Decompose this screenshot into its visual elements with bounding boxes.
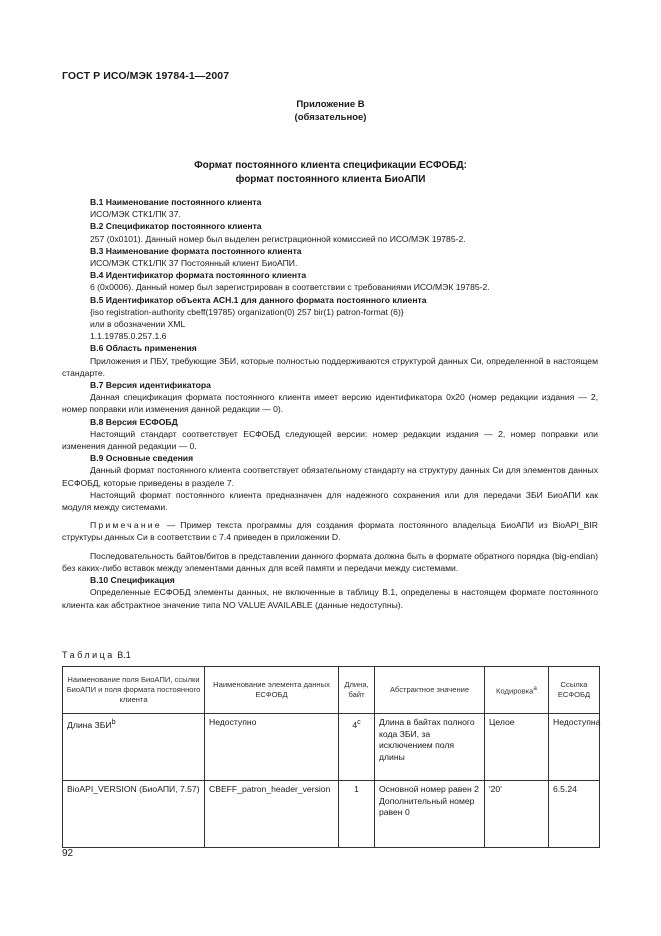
table-row (63, 781, 600, 848)
appendix-status: (обязательное) (294, 112, 367, 123)
doc-title-line2: формат постоянного клиента БиоАПИ (235, 174, 426, 185)
table-cell: CBEFF_patron_header_version (205, 781, 339, 848)
col-header-biometric-field: Наименование поля БиоАПИ, ссылки БиоАПИ и поля формата постоянного клиента (63, 667, 205, 714)
section-text-b5-xml-value: 1.1.19785.0.257.1.6 (90, 331, 167, 342)
note-text: — Пример текста программы для создания формата постоянного владельца БиоАПИ из BioAPI_BIR структуры данных Си в соответствии с 7.4 приведен в приложении D. (62, 520, 598, 543)
section-text-b5-oid: {iso registration-authority cbeff(19785) organization(0) 257 bir(1) patron-format (6)} (90, 306, 404, 317)
section-heading-b5: В.5 Идентификатор объекта АСН.1 для данного формата постоянного клиента (90, 294, 427, 305)
table-header-row (63, 667, 600, 714)
table-cell (339, 714, 375, 781)
col-header-encoding-label: Кодировка (496, 686, 534, 696)
cell-text: Основной номер равен 2 (379, 784, 479, 794)
col-header-encoding-footnote: a (533, 684, 537, 692)
table-cell: Целое (485, 714, 549, 781)
section-text-b4: 6 (0x0006). Данный номер был зарегистрирован в соответствии с требованиями ИСО/МЭК 19785-2. (90, 282, 490, 293)
section-text-b1: ИСО/МЭК СТК1/ПК 37. (90, 209, 181, 220)
section-text-b6: Приложения и ПБУ, требующие ЗБИ, которые полностью поддерживаются структурой данных Си, определенной в настоящем стандарте. (62, 355, 598, 378)
col-header-encoding (485, 667, 549, 714)
table-cell: '20' (485, 781, 549, 848)
section-heading-b7: В.7 Версия идентификатора (90, 380, 211, 391)
section-heading-b4: В.4 Идентификатор формата постоянного клиента (90, 270, 307, 281)
table-cell: 1 (339, 781, 375, 848)
section-heading-b1: В.1 Наименование постоянного клиента (90, 197, 262, 207)
section-text-b3: ИСО/МЭК СТК1/ПК 37 Постоянный клиент БиоАПИ. (90, 258, 298, 269)
table-cell: Длина в байтах полного кода ЗБИ, за исключением поля длины (375, 714, 485, 781)
section-heading-b2: В.2 Спецификатор постоянного клиента (90, 221, 262, 232)
section-text-b9-p1: Данный формат постоянного клиента соответствует обязательному стандарту на структуру данных Си для элементов данных ЕСФОБД, которые приведены в разделе 7. (62, 465, 598, 488)
col-header-cbeff-reference: Ссылка ЕСФОБД (549, 667, 600, 714)
section-heading-b8: В.8 Версия ЕСФОБД (90, 416, 178, 427)
table-cell: BioAPI_VERSION (БиоАПИ, 7.57) (63, 781, 205, 848)
table-row (63, 714, 600, 781)
table-cell (375, 781, 485, 848)
cell-footnote: c (357, 718, 361, 726)
section-text-b9-p2: Настоящий формат постоянного клиента предназначен для надежного сохранения или для передачи ЗБИ БиоАПИ как модуля между системами. (62, 489, 598, 513)
section-text-b5-xml-label: или в обозначении XML (90, 319, 186, 330)
col-header-cbeff-element: Наименование элемента данных ЕСФОБД (205, 667, 339, 714)
col-header-abstract-value: Абстрактное значение (375, 667, 485, 714)
section-heading-b10: В.10 Спецификация (90, 575, 175, 586)
section-text-b2: 257 (0x0101). Данный номер был выделен регистрационной комиссией по ИСО/МЭК 19785-2. (90, 233, 466, 244)
section-text-b10: Определенные ЕСФОБД элементы данных, не включенные в таблицу В.1, определены в настоящем формате постоянного клиента как абстрактное значение типа NO VALUE AVAILABLE (данные недоступны). (62, 587, 598, 610)
note-label: Примечание (90, 520, 162, 531)
section-heading-b3: В.3 Наименование формата постоянного клиента (90, 245, 302, 256)
cell-text: Длина ЗБИ (67, 719, 112, 730)
cell-footnote: b (111, 718, 116, 726)
table-caption (62, 650, 131, 660)
doc-title-line1: Формат постоянного клиента спецификации ЕСФОБД: (194, 160, 467, 171)
section-text-b8: Настоящий стандарт соответствует ЕСФОБД следующей версии: номер редакции издания — 2, номер поправки или изменения данной редакции — 0. (62, 428, 598, 452)
document-body (62, 196, 598, 611)
col-header-length: Длина, байт (339, 667, 375, 714)
table-cell: Недоступно (205, 714, 339, 781)
section-heading-b6: В.6 Область применения (90, 343, 197, 354)
table-cell (63, 714, 205, 781)
page-number: 92 (62, 848, 74, 859)
table-b1 (62, 666, 600, 848)
cell-text: 4 (352, 719, 358, 730)
table-cell: 6.5.24 (549, 781, 600, 848)
cell-text: Дополнительный номер равен 0 (379, 795, 475, 817)
appendix-title: Приложение В (296, 99, 365, 110)
section-heading-b9: В.9 Основные сведения (90, 453, 194, 464)
section-text-b9-p3: Последовательность байтов/битов в представлении данного формата должна быть в формате обратного порядка (big-endian) без каких-либо вставок между элементами данных для всей памяти и передачи между системами. (62, 550, 598, 573)
note-paragraph (62, 519, 598, 543)
table-caption-number: В.1 (114, 650, 131, 660)
table-caption-word: Таблица (62, 650, 115, 660)
section-text-b7: Данная спецификация формата постоянного клиента имеет версию идентификатора 0x20 (номер редакции издания — 2, номер поправки или изменения данной редакции — 0). (62, 392, 598, 415)
standard-header: ГОСТ Р ИСО/МЭК 19784-1—2007 (62, 70, 230, 82)
table-cell: Недоступна (549, 714, 600, 781)
